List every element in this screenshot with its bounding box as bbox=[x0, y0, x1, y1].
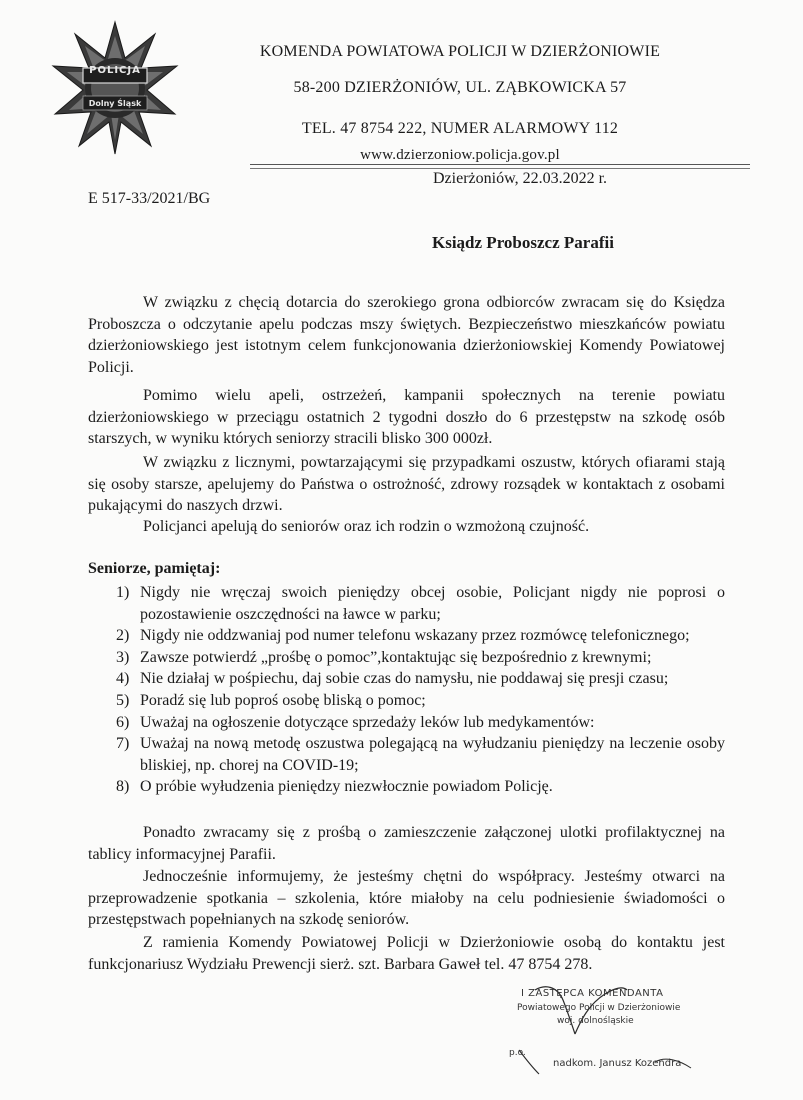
letterhead-website: www.dzierzoniow.policja.gov.pl bbox=[360, 147, 560, 163]
paragraph-text: Z ramienia Komendy Powiatowej Policji w Dzierżoniowie osobą do kontaktu jest funkcjonariusz Wydziału Prewencji sierż. szt. Barbara Gaweł tel. 47 8754 278. bbox=[88, 934, 725, 973]
list-item-number: 2) bbox=[116, 627, 130, 645]
stamp-po: p.o. bbox=[509, 1048, 526, 1058]
official-stamp bbox=[505, 982, 725, 1082]
list-item-text: Poradź się lub poproś osobę bliską o pomoc; bbox=[140, 691, 426, 709]
stamp-signatory: nadkom. Janusz Kozendra bbox=[553, 1058, 682, 1069]
paragraph-intro bbox=[88, 292, 725, 378]
list-item-number: 6) bbox=[116, 713, 130, 731]
paragraph-text: Jednocześnie informujemy, że jesteśmy chętni do współpracy. Jesteśmy otwarci na przeprowadzenie spotkania – szkolenia, które miałoby na celu podniesienie świadomości o przestępstwach popełnianych na szkodę seniorów. bbox=[88, 868, 725, 929]
list-item bbox=[100, 625, 725, 647]
list-item-number: 3) bbox=[116, 648, 130, 666]
paragraph-vigilance bbox=[88, 516, 725, 538]
paragraph-text: W związku z chęcią dotarcia do szerokiego grona odbiorców zwracam się do Księdza Proboszcza o odczytanie apelu podczas mszy świętych. Bezpieczeństwo mieszkańców powiatu dzierżoniowskiego jest istotnym celem funkcjonowania dzierżoniowskiej Komendy Powiatowej Policji. bbox=[88, 294, 725, 376]
list-item-number: 4) bbox=[116, 670, 130, 688]
paragraph-contact bbox=[88, 932, 725, 975]
police-star-icon bbox=[50, 20, 180, 155]
logo-top-text: POLICJA bbox=[89, 65, 141, 76]
list-item bbox=[100, 712, 725, 734]
paragraph-text: Pomimo wielu apeli, ostrzeżeń, kampanii społecznych na terenie powiatu dzierżoniowskiego w przeciągu ostatnich 2 tygodni doszło do 6 przestępstw na szkodę osób starszych, w wyniku których seniorzy stracili blisko 300 000zł. bbox=[88, 387, 725, 448]
list-item-text: Nigdy nie wręczaj swoich pieniędzy obcej osobie, Policjant nigdy nie poprosi o pozostawienie oszczędności na ławce w parku; bbox=[140, 584, 725, 623]
list-item-number: 1) bbox=[116, 584, 130, 601]
list-item-text: Uważaj na nową metodę oszustwa polegającą na wyłudzaniu pieniędzy na leczenie osoby bliskiej, np. chorej na COVID-19; bbox=[140, 735, 725, 774]
list-item bbox=[100, 733, 725, 776]
list-item bbox=[100, 668, 725, 690]
advice-list bbox=[100, 582, 725, 798]
list-item bbox=[100, 582, 725, 625]
list-item bbox=[100, 690, 725, 712]
list-heading: Seniorze, pamiętaj: bbox=[88, 560, 221, 577]
paragraph-text: W związku z licznymi, powtarzającymi się przypadkami oszustw, których ofiarami stają się osoby starsze, apelujemy do Państwa o ostrożność, zdrowy rozsądek w kontaktach z osobami pukającymi do naszych drzwi. bbox=[88, 454, 725, 515]
list-item-number: 5) bbox=[116, 691, 130, 709]
stamp-region: woj. dolnośląskie bbox=[557, 1016, 634, 1026]
letterhead-address: 58-200 DZIERŻONIÓW, UL. ZĄBKOWICKA 57 bbox=[293, 79, 627, 96]
logo-bottom-text: Dolny Śląsk bbox=[88, 99, 142, 108]
list-item-text: Nigdy nie oddzwaniaj pod numer telefonu wskazany przez rozmówcę telefonicznego; bbox=[140, 627, 690, 645]
list-item-text: Zawsze potwierdź „prośbę o pomoc”,kontaktując się bezpośrednio z krewnymi; bbox=[140, 648, 652, 666]
stamp-unit: Powiatowego Policji w Dzierżoniowie bbox=[517, 1003, 681, 1013]
list-item-text: O próbie wyłudzenia pieniędzy niezwłocznie powiadom Policję. bbox=[140, 778, 553, 796]
list-item bbox=[100, 647, 725, 669]
header-divider bbox=[250, 164, 750, 165]
police-star-logo bbox=[50, 20, 180, 155]
paragraph-statistics bbox=[88, 385, 725, 450]
addressee: Ksiądz Proboszcz Parafii bbox=[432, 233, 614, 252]
letterhead-phone: TEL. 47 8754 222, NUMER ALARMOWY 112 bbox=[301, 120, 619, 137]
stamp-title: I ZASTĘPCA KOMENDANTA bbox=[521, 988, 664, 999]
letter-date: Dzierżoniów, 22.03.2022 r. bbox=[433, 170, 608, 187]
list-item bbox=[100, 776, 725, 798]
reference-number: E 517-33/2021/BG bbox=[88, 190, 211, 207]
paragraph-appeal bbox=[88, 452, 725, 517]
paragraph-text: Policjanci apelują do seniorów oraz ich rodzin o wzmożoną czujność. bbox=[143, 518, 590, 535]
paragraph-cooperation bbox=[88, 866, 725, 931]
list-item-number: 8) bbox=[116, 778, 130, 796]
header-divider-secondary bbox=[250, 168, 750, 169]
paragraph-text: Ponadto zwracamy się z prośbą o zamieszczenie załączonej ulotki profilaktycznej na tablicy informacyjnej Parafii. bbox=[88, 824, 725, 863]
letterhead-institution: KOMENDA POWIATOWA POLICJI W DZIERŻONIOWIE bbox=[259, 43, 661, 60]
list-item-text: Nie działaj w pośpiechu, daj sobie czas do namysłu, nie poddawaj się presji czasu; bbox=[140, 670, 669, 688]
list-item-number: 7) bbox=[116, 735, 130, 753]
paragraph-leaflet bbox=[88, 822, 725, 865]
list-item-text: Uważaj na ogłoszenie dotyczące sprzedaży leków lub medykamentów: bbox=[140, 713, 595, 731]
